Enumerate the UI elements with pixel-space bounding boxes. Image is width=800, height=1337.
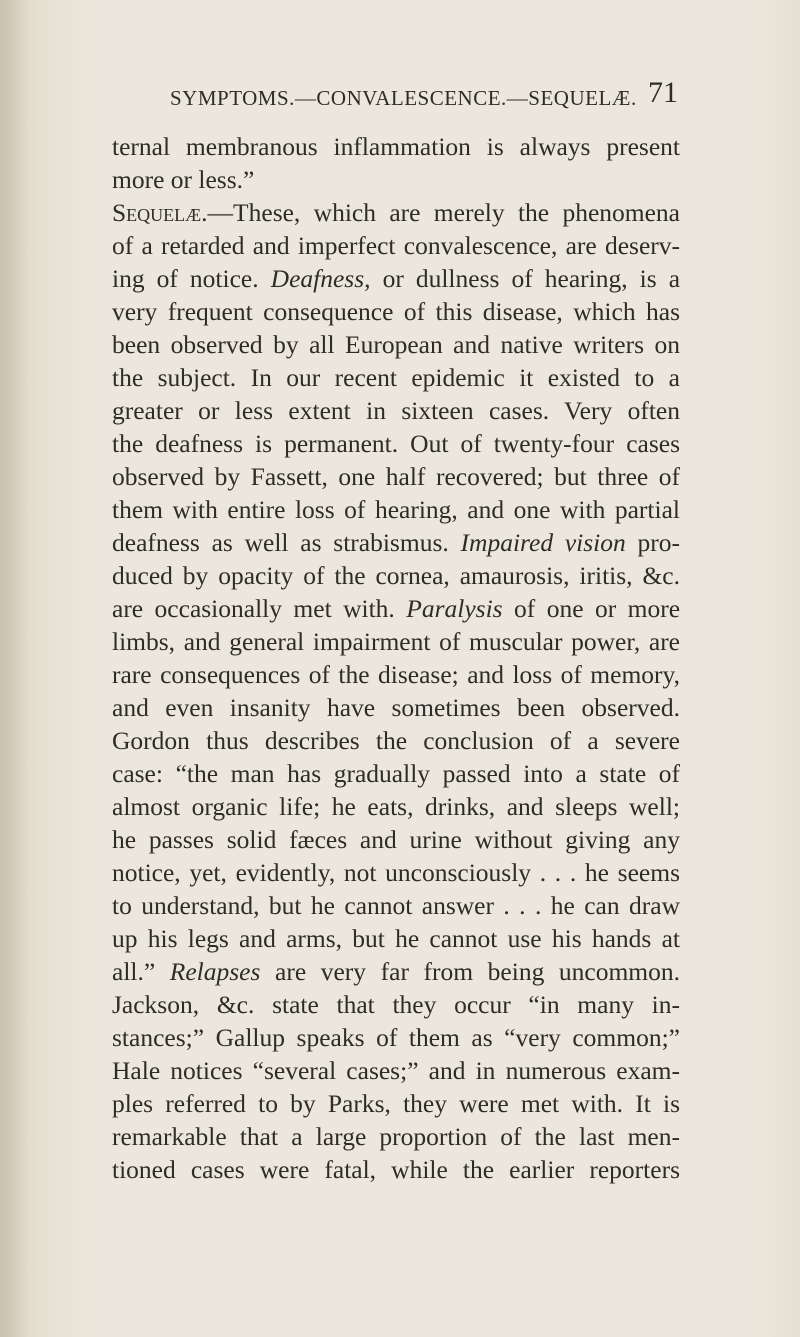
text-line: the deafness is permanent. Out of twenty-four cases — [112, 429, 680, 458]
text-line: to understand, but he cannot answer . . . he can draw — [112, 891, 680, 920]
run-in-heading: Sequelæ.— — [112, 198, 234, 227]
text-line — [112, 592, 680, 625]
text-fragment: are very far from being uncommon. — [275, 957, 681, 986]
text-line: the subject. In our recent epidemic it existed to a — [112, 363, 680, 392]
text-line: remarkable that a large proportion of the last men- — [112, 1122, 680, 1151]
term-deafness: Deafness, — [270, 264, 371, 293]
text-fragment: deafness as well as strabismus. — [112, 528, 449, 557]
text-fragment: all.” — [112, 957, 156, 986]
text-fragment: are occasionally met with. — [112, 594, 395, 623]
gutter-shadow — [0, 0, 28, 1337]
text-line: of a retarded and imperfect convalescence, are deserv- — [112, 231, 680, 260]
text-line: rare consequences of the disease; and loss of memory, — [112, 660, 680, 689]
text-line: greater or less extent in sixteen cases. Very often — [112, 396, 680, 425]
text-line — [112, 955, 680, 988]
text-line: duced by opacity of the cornea, amaurosis, iritis, &c. — [112, 561, 680, 590]
text-line: Hale notices “several cases;” and in numerous exam- — [112, 1056, 680, 1085]
text-line: notice, yet, evidently, not unconsciously . . . he seems — [112, 858, 680, 887]
text-line: been observed by all European and native writers on — [112, 330, 680, 359]
text-line: ples referred to by Parks, they were met with. It is — [112, 1089, 680, 1118]
body-text — [112, 130, 680, 1186]
text-fragment: These, which are merely the phenomena — [233, 198, 680, 227]
text-fragment: ing of notice. — [112, 264, 259, 293]
text-line: stances;” Gallup speaks of them as “very common;” — [112, 1023, 680, 1052]
text-line: he passes solid fæces and urine without giving any — [112, 825, 680, 854]
text-line: limbs, and general impairment of muscular power, are — [112, 627, 680, 656]
text-line — [112, 196, 680, 229]
text-line: them with entire loss of hearing, and one with partial — [112, 495, 680, 524]
text-line: tioned cases were fatal, while the earlier reporters — [112, 1155, 680, 1184]
text-line: and even insanity have sometimes been observed. — [112, 693, 680, 722]
term-relapses: Relapses — [169, 957, 261, 986]
text-line — [112, 526, 680, 559]
text-fragment: or dullness of hearing, is a — [382, 264, 681, 293]
text-line: Jackson, &c. state that they occur “in many in- — [112, 990, 680, 1019]
text-line: more or less.” — [112, 165, 255, 194]
text-fragment: pro- — [637, 528, 681, 557]
term-paralysis: Paralysis — [406, 594, 503, 623]
text-line: ternal membranous inflammation is always present — [112, 132, 680, 161]
text-line — [112, 262, 680, 295]
running-head: SYMPTOMS.—CONVALESCENCE.—SEQUELÆ. — [170, 86, 637, 110]
text-line: up his legs and arms, but he cannot use his hands at — [112, 924, 680, 953]
page-number: 71 — [648, 76, 678, 109]
text-line: observed by Fassett, one half recovered; but three of — [112, 462, 680, 491]
text-line: Gordon thus describes the conclusion of a severe — [112, 726, 680, 755]
term-impaired-vision: Impaired vision — [460, 528, 626, 557]
text-line: almost organic life; he eats, drinks, and sleeps well; — [112, 792, 680, 821]
text-line: very frequent consequence of this disease, which has — [112, 297, 680, 326]
text-fragment: of one or more — [514, 594, 681, 623]
text-line: case: “the man has gradually passed into a state of — [112, 759, 680, 788]
